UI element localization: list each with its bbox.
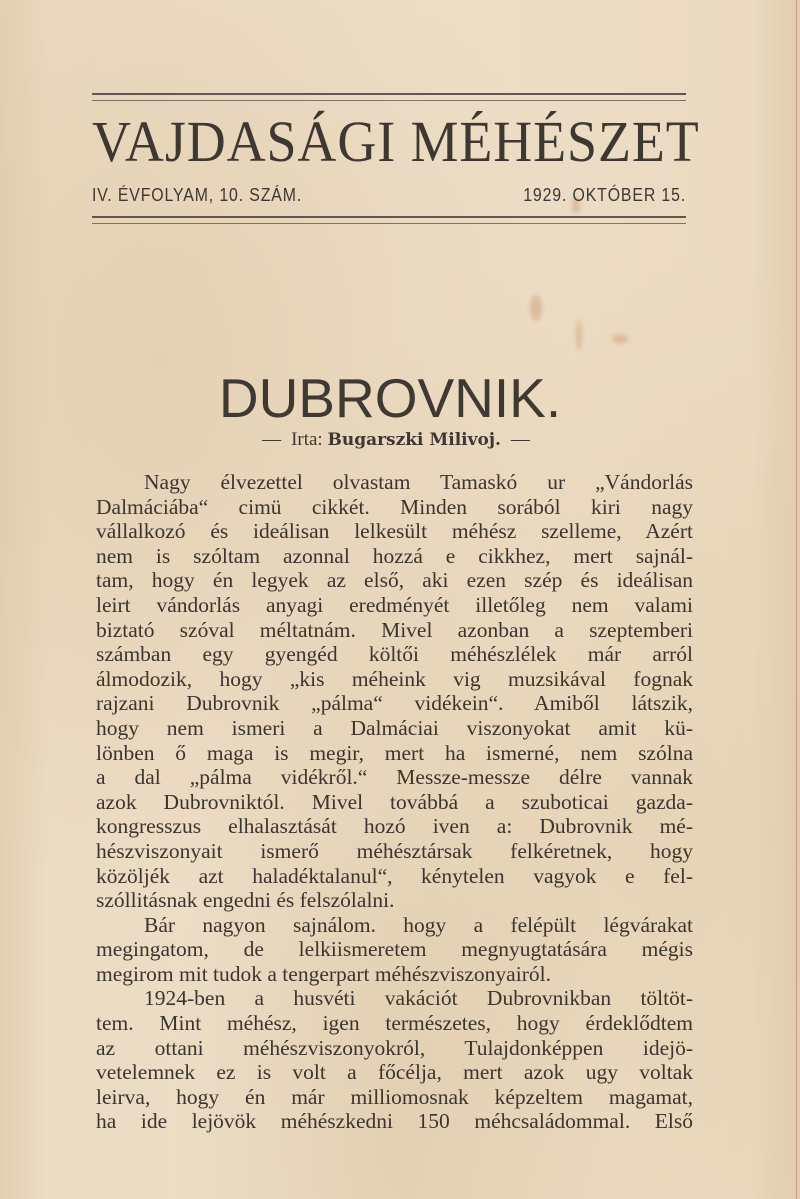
- paper-stain: [530, 295, 542, 321]
- article-line: Dalmáciába“ cimü cikkét. Minden sorából kiri nagy: [96, 494, 693, 519]
- article-line: szóllitásnak engedni és felszólalni.: [96, 888, 395, 913]
- masthead-rule-top: [92, 93, 686, 101]
- article-title: DUBROVNIK.: [218, 367, 562, 429]
- masthead-issue-line: [92, 184, 686, 206]
- article-line: a dal „pálma vidékről.“ Messze-messze délre vannak: [96, 765, 693, 790]
- article-line: rajzani Dubrovnik „pálma“ vidékein“. Amiből látszik,: [96, 691, 693, 716]
- byline-dash-right: —: [510, 429, 530, 450]
- article-line: Nagy élvezettel olvastam Tamaskó ur „Vándorlás: [144, 470, 693, 494]
- paper-stain: [576, 320, 582, 350]
- byline-dash-left: —: [262, 429, 282, 450]
- article-line: tem. Mint méhész, igen természetes, hogy érdeklődtem: [96, 1011, 693, 1036]
- article-line: vetelemnek ez is volt a főcélja, mert azok ugy voltak: [96, 1060, 693, 1085]
- article-line: hészviszonyait ismerő méhésztársak felkéretnek, hogy: [96, 838, 693, 863]
- article-line: ha ide lejövök méhészkedni 150 méhcsaládommal. Első: [96, 1109, 693, 1134]
- paper-stain: [612, 334, 628, 344]
- article-line: Bár nagyon sajnálom. hogy a felépült légvárakat: [144, 912, 693, 937]
- article-line: azok Dubrovniktól. Mivel továbbá a szuboticai gazda-: [96, 789, 693, 814]
- article-line: hogy nem ismeri a Dalmáciai viszonyokat amit kü-: [96, 715, 693, 740]
- article-line: lönben ő maga is megir, mert ha ismerné, nem szólna: [96, 740, 693, 765]
- masthead-title: VAJDASÁGI MÉHÉSZET: [92, 109, 700, 174]
- article-line: álmodozik, hogy „kis méheink vig muzsikával fognak: [96, 666, 693, 691]
- page-edge-line: [796, 0, 797, 1199]
- article-line: számban egy gyengéd költői méhészlélek már arról: [96, 642, 693, 667]
- article-line: megirom mit tudok a tengerpart méhészviszonyairól.: [96, 961, 551, 986]
- article-line: megingatom, de lelkiismeretem megnyugtatására mégis: [96, 937, 693, 962]
- issue-date: 1929. OKTÓBER 15.: [523, 185, 686, 205]
- masthead-rule-bottom: [92, 216, 686, 224]
- article-line: 1924-ben a husvéti vakációt Dubrovnikban töltöt-: [144, 986, 693, 1011]
- issue-volume: IV. ÉVFOLYAM, 10. SZÁM.: [92, 185, 303, 205]
- article-line: kongresszus elhalasztását hozó iven a: Dubrovnik mé-: [96, 814, 693, 839]
- byline-prefix: Irta:: [291, 429, 323, 450]
- article-line: nem is szóltam azonnal hozzá e cikkhez, mert sajnál-: [96, 543, 693, 568]
- article-line: leirt vándorlás anyagi eredményét illetőleg nem valami: [96, 592, 693, 617]
- article-line: biztató szóval méltatnám. Mivel azonban a szeptemberi: [96, 617, 693, 642]
- article-byline: [0, 428, 792, 452]
- article-line: az ottani méhészviszonyokról, Tulajdonképpen idejö-: [96, 1035, 693, 1060]
- byline-author: Bugarszki Milivoj.: [327, 430, 501, 450]
- article-line: vállalkozó és ideálisan lelkesült méhész szelleme, Azért: [96, 519, 693, 544]
- article-line: tam, hogy én legyek az első, aki ezen szép és ideálisan: [96, 568, 693, 593]
- article-line: közöljék azt haladéktalanul“, kénytelen vagyok e fel-: [96, 863, 693, 888]
- article-body: [96, 470, 693, 1134]
- article-line: leirva, hogy én már milliomosnak képzeltem magamat,: [96, 1084, 693, 1109]
